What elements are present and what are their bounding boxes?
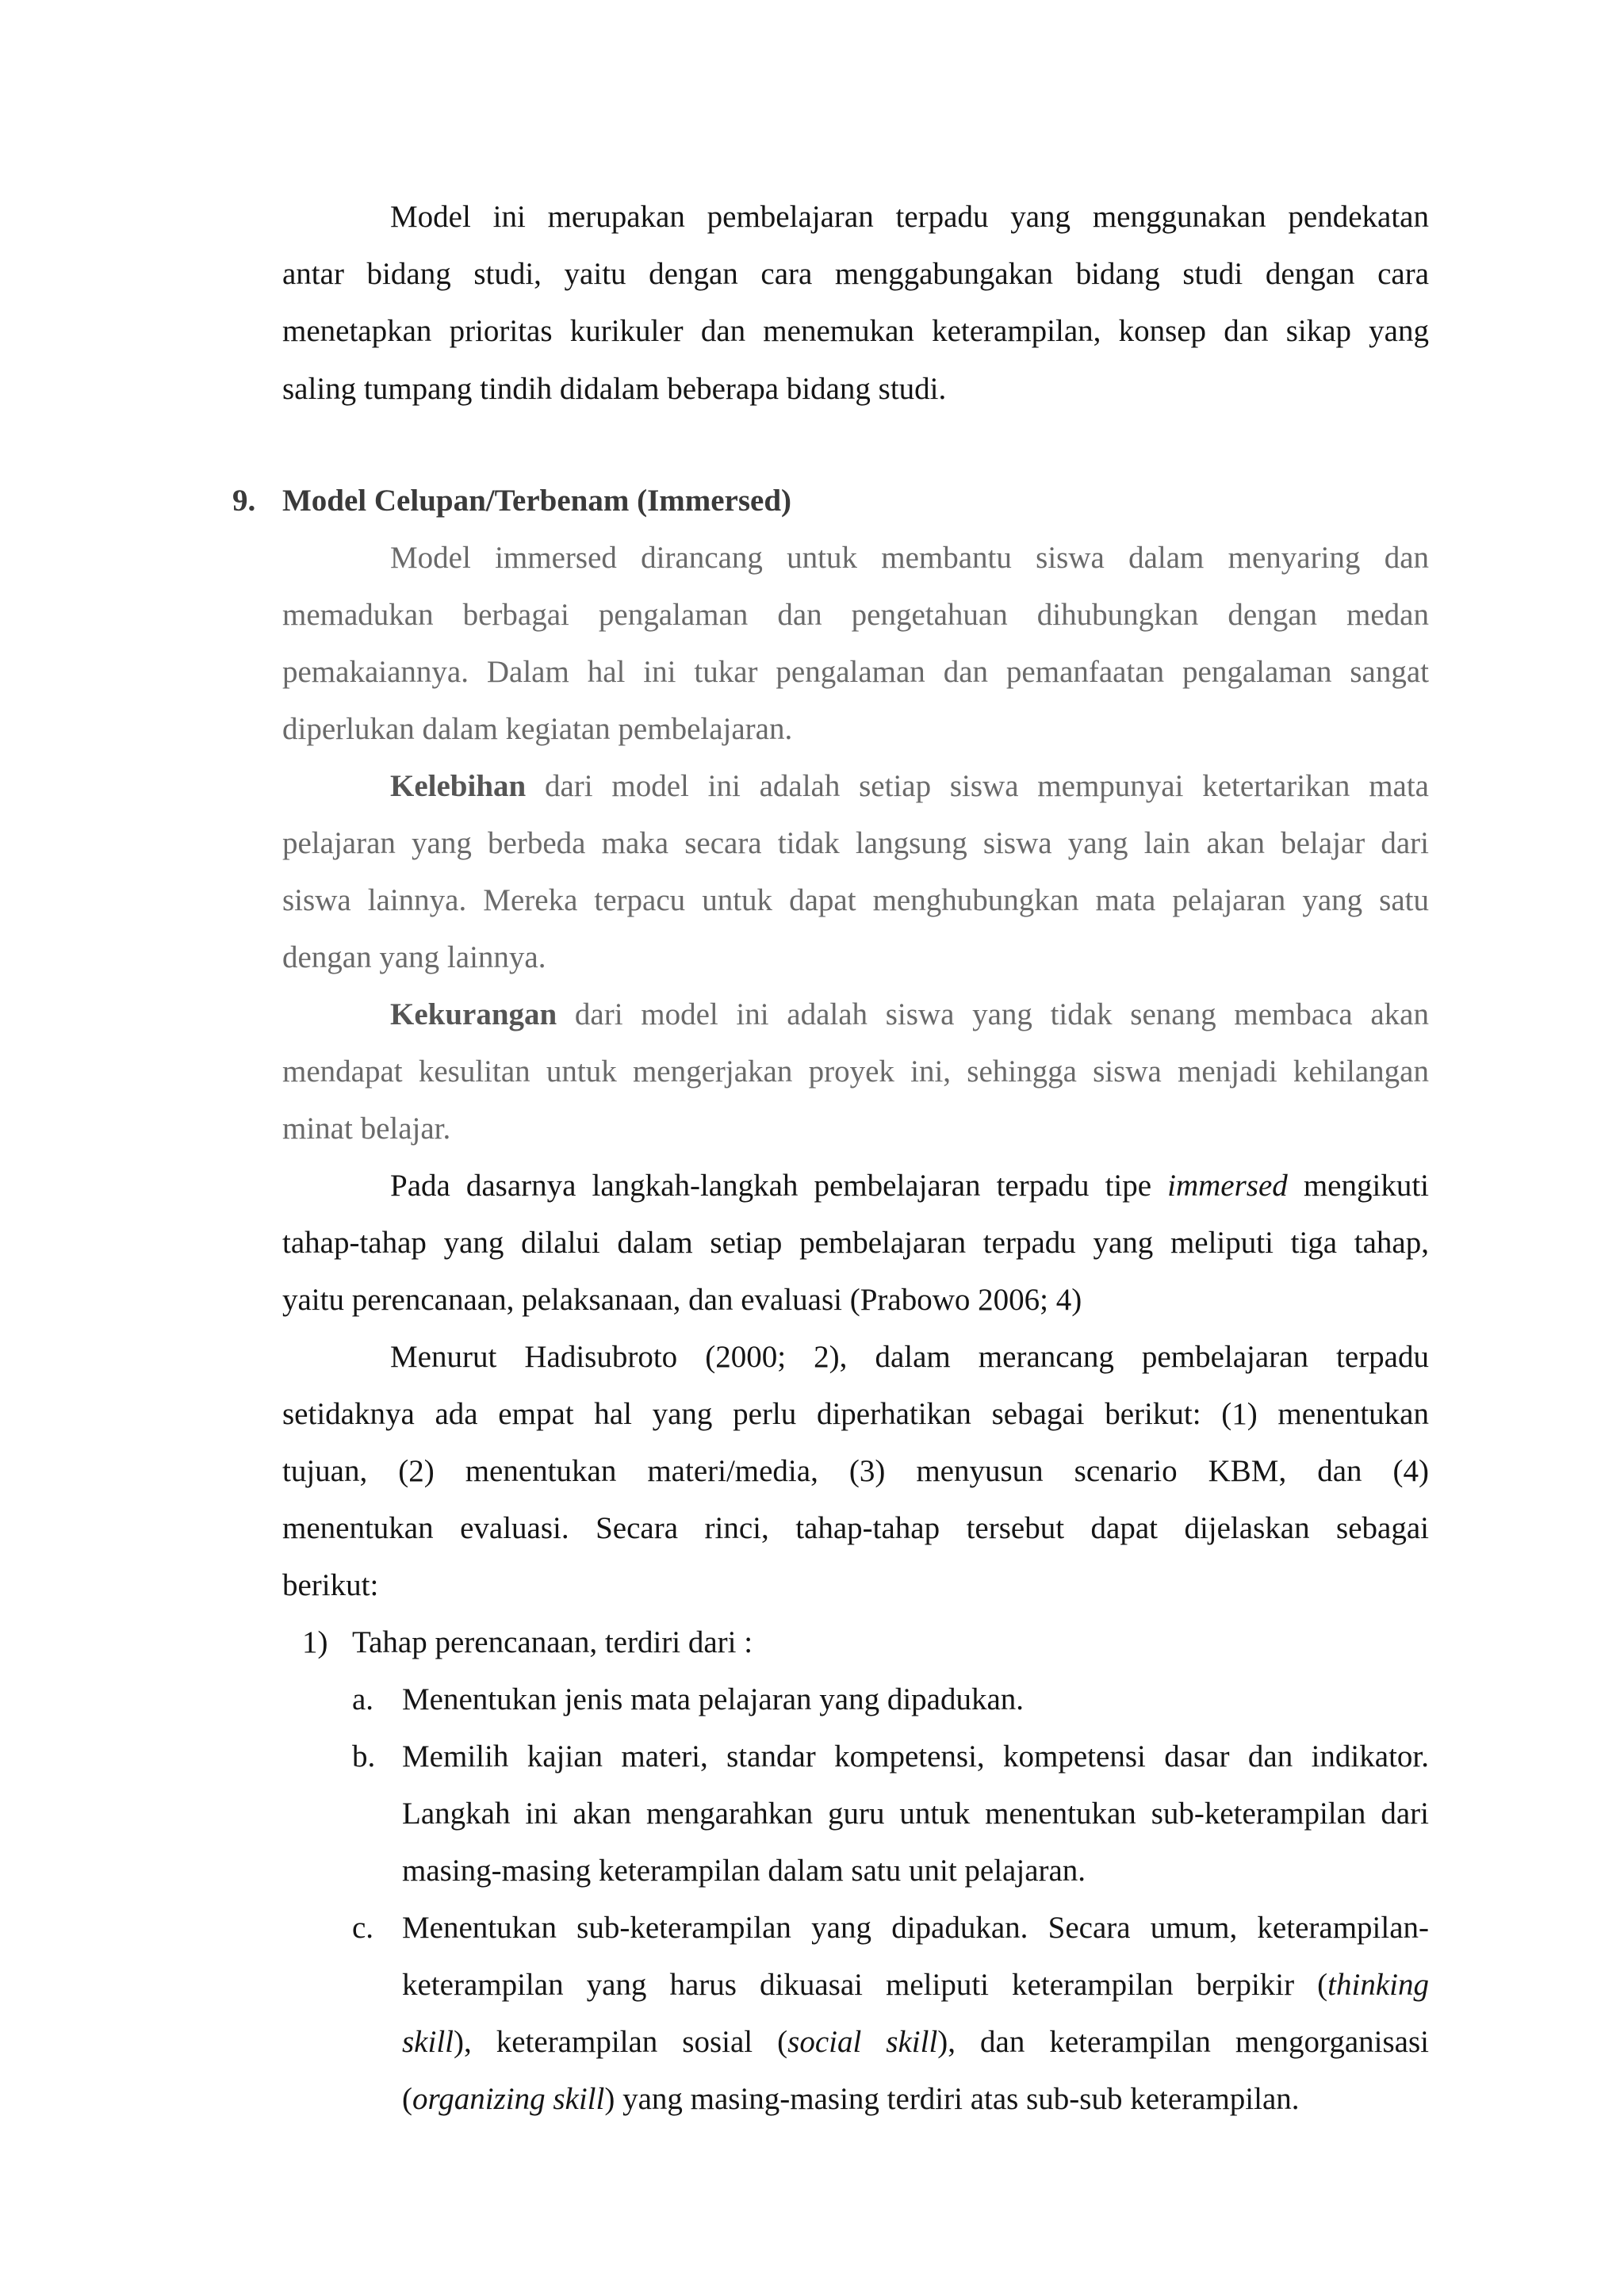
paragraph-line: [390, 995, 1429, 1035]
italic-term: immersed: [1167, 1169, 1288, 1203]
list-item-text: Tahap perencanaan, terdiri dari :: [352, 1625, 753, 1659]
paragraph-line: Menurut Hadisubroto (2000; 2), dalam merancang pembelajaran terpadu: [390, 1340, 1429, 1374]
paragraph-line: Model ini merupakan pembelajaran terpadu yang menggunakan pendekatan: [390, 200, 1429, 234]
paragraph-line: [390, 1166, 1429, 1206]
text-run: ), keterampilan sosial (: [454, 2025, 788, 2059]
list-item-line: [402, 2080, 1300, 2119]
paragraph-line: berikut:: [282, 1568, 379, 1602]
paragraph-line: menentukan evaluasi. Secara rinci, tahap-tahap tersebut dapat dijelaskan sebagai: [282, 1511, 1429, 1545]
section-number: 9.: [232, 484, 256, 518]
paragraph-line: diperlukan dalam kegiatan pembelajaran.: [282, 712, 793, 746]
list-item-line: [402, 2022, 1429, 2062]
text-run: (: [402, 2082, 412, 2116]
advantages-term: Kelebihan: [390, 769, 527, 803]
list-item-text: Menentukan jenis mata pelajaran yang dipadukan.: [402, 1682, 1025, 1716]
list-item-line: masing-masing keterampilan dalam satu unit pelajaran.: [402, 1854, 1086, 1888]
italic-term: social skill: [787, 2025, 938, 2059]
text-run: keterampilan yang harus dikuasai meliputi keterampilan berpikir (: [402, 1968, 1328, 2002]
text-run: ) yang masing-masing terdiri atas sub-sub keterampilan.: [604, 2082, 1300, 2116]
paragraph-line: pemakaiannya. Dalam hal ini tukar pengalaman dan pemanfaatan pengalaman sangat: [282, 655, 1429, 689]
paragraph-line: menetapkan prioritas kurikuler dan menemukan keterampilan, konsep dan sikap yang: [282, 314, 1429, 348]
italic-term: thinking: [1327, 1968, 1429, 2002]
text-run: Pada dasarnya langkah-langkah pembelajaran terpadu tipe: [390, 1169, 1168, 1203]
paragraph-line: antar bidang studi, yaitu dengan cara menggabungakan bidang studi dengan cara: [282, 257, 1429, 291]
paragraph-line: mendapat kesulitan untuk mengerjakan proyek ini, sehingga siswa menjadi kehilangan: [282, 1054, 1429, 1089]
text-run: ), dan keterampilan mengorganisasi: [937, 2025, 1429, 2059]
advantages-text: dari model ini adalah setiap siswa mempunyai ketertarikan mata: [526, 769, 1429, 803]
paragraph-line: dengan yang lainnya.: [282, 940, 546, 974]
paragraph-line: minat belajar.: [282, 1112, 451, 1146]
section-title: Model Celupan/Terbenam (Immersed): [282, 484, 792, 518]
list-item-line: Memilih kajian materi, standar kompetensi, kompetensi dasar dan indikator.: [402, 1739, 1429, 1774]
list-marker: a.: [352, 1682, 374, 1716]
paragraph-line: Model immersed dirancang untuk membantu siswa dalam menyaring dan: [390, 541, 1429, 575]
italic-term: skill: [402, 2025, 454, 2059]
list-marker: b.: [352, 1739, 376, 1774]
paragraph-line: yaitu perencanaan, pelaksanaan, dan evaluasi (Prabowo 2006; 4): [282, 1283, 1082, 1317]
list-item-line: Menentukan sub-keterampilan yang dipadukan. Secara umum, keterampilan-: [402, 1911, 1429, 1945]
list-item-line: [402, 1965, 1429, 2005]
paragraph-line: tahap-tahap yang dilalui dalam setiap pembelajaran terpadu yang meliputi tiga tahap,: [282, 1226, 1429, 1260]
paragraph-line: pelajaran yang berbeda maka secara tidak langsung siswa yang lain akan belajar dari: [282, 826, 1429, 860]
text-run: mengikuti: [1287, 1169, 1429, 1203]
paragraph-line: [390, 767, 1429, 806]
italic-term: organizing skill: [412, 2082, 605, 2116]
list-marker: 1): [302, 1625, 328, 1659]
disadvantages-term: Kekurangan: [390, 997, 557, 1031]
paragraph-line: saling tumpang tindih didalam beberapa bidang studi.: [282, 372, 947, 406]
paragraph-line: setidaknya ada empat hal yang perlu diperhatikan sebagai berikut: (1) menentukan: [282, 1397, 1429, 1431]
disadvantages-text: dari model ini adalah siswa yang tidak senang membaca akan: [557, 997, 1429, 1031]
list-item-line: Langkah ini akan mengarahkan guru untuk menentukan sub-keterampilan dari: [402, 1797, 1429, 1831]
paragraph-line: siswa lainnya. Mereka terpacu untuk dapat menghubungkan mata pelajaran yang satu: [282, 883, 1429, 917]
paragraph-line: memadukan berbagai pengalaman dan pengetahuan dihubungkan dengan medan: [282, 598, 1429, 632]
paragraph-line: tujuan, (2) menentukan materi/media, (3) menyusun scenario KBM, dan (4): [282, 1454, 1429, 1488]
list-marker: c.: [352, 1911, 374, 1945]
